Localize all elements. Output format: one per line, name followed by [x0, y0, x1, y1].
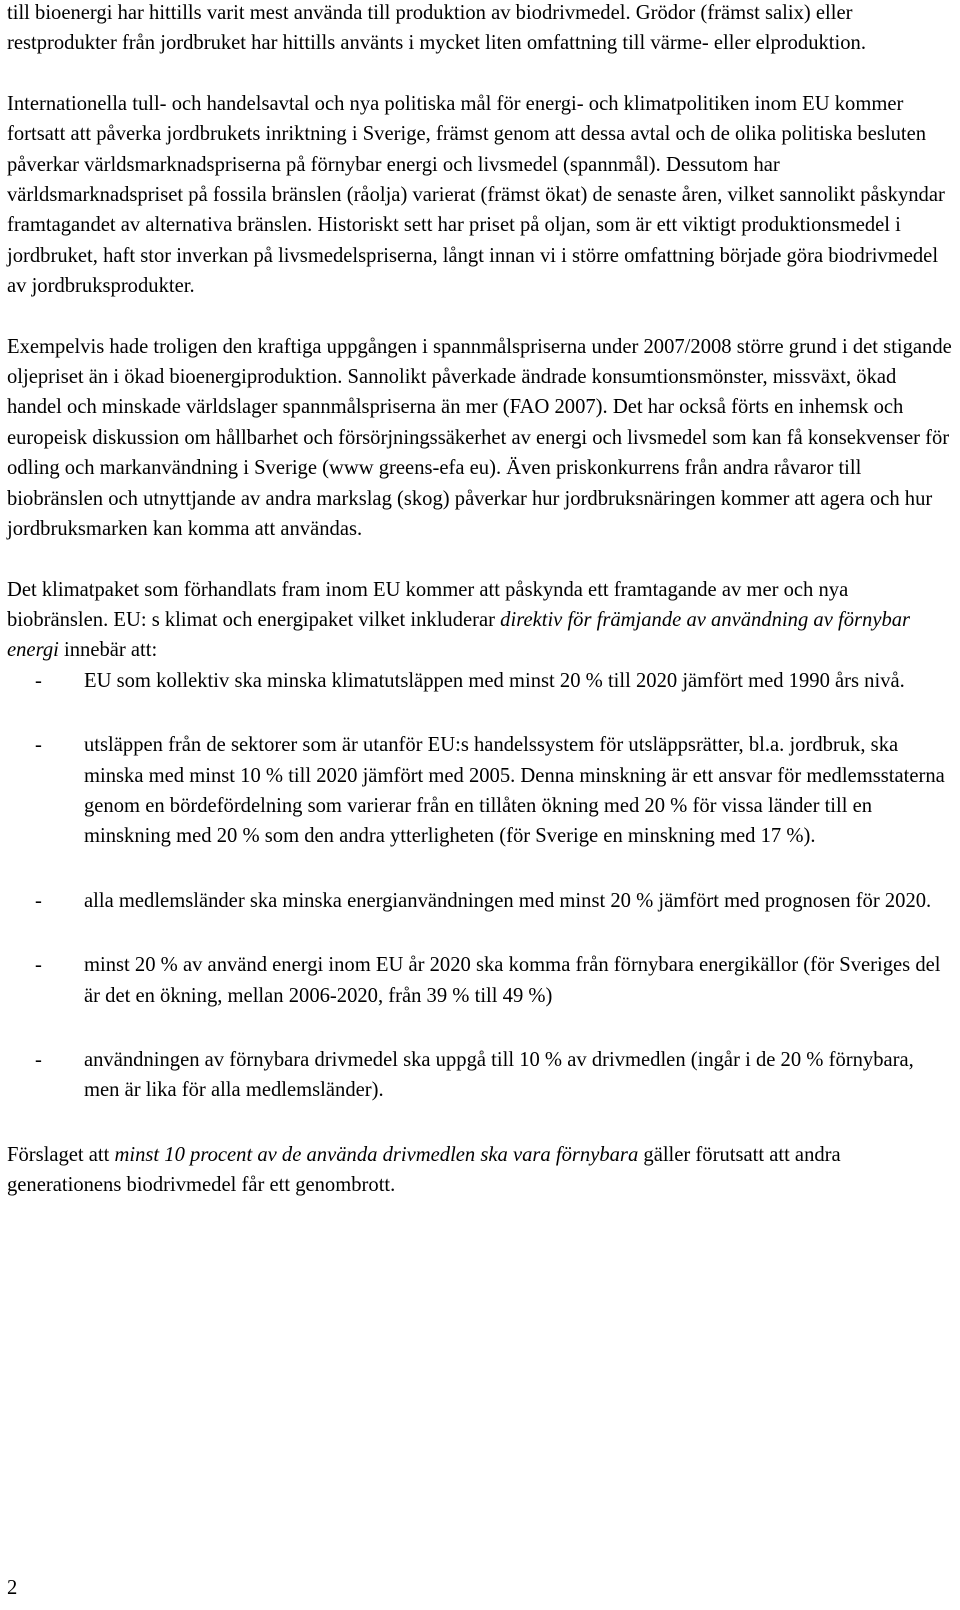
list-item	[7, 666, 952, 696]
paragraph-climate-package	[7, 575, 952, 666]
list-item-text: användningen av förnybara drivmedel ska uppgå till 10 % av drivmedlen (ingår i de 20 % förnybara, men är lika för alla medlemsländer).	[84, 1048, 914, 1102]
list-item-text: alla medlemsländer ska minska energianvändningen med minst 20 % jämfört med prognosen för 2020.	[84, 889, 932, 912]
directive-title: direktiv för främjande av användning av förnybar energi	[7, 608, 911, 662]
list-marker: -	[35, 669, 42, 692]
paragraph-grain-prices: Exempelvis hade troligen den kraftiga uppgången i spannmålspriserna under 2007/2008 större grund i det stigande oljepriset än i ökad bioenergiproduktion. Sannolikt påverkade ändrade konsumtionsmönster, missväxt, ökad handel och minskade världslager spannmålspriserna än mer (FAO 2007). Det har också förts en inhemsk och europeisk diskussion om hållbarhet och försörjningssäkerhet av energi och livsmedel som kan få konsekvenser för odling och markanvändning i Sverige (www greens-efa eu). Även priskonkurrens från andra råvaror till biobränslen och utnyttjande av andra markslag (skog) påverkar hur jordbruksnäringen kommer att agera och hur jordbruksmarken kan komma att användas.	[7, 335, 952, 541]
paragraph-bioenergy-usage: till bioenergi har hittills varit mest använda till produktion av biodrivmedel. Grödor (främst salix) eller restprodukter från jordbruket har hittills använts i mycket liten omfattning till värme- eller elproduktion.	[7, 2, 866, 55]
list-item	[7, 950, 952, 1011]
climate-package-text-start: Det klimatpaket som förhandlats fram inom EU kommer att påskynda ett framtagande av mer och nya biobränslen. EU: s klimat och energipaket vilket inkluderar	[7, 578, 849, 631]
document-page	[7, 0, 952, 1201]
list-marker: -	[35, 954, 42, 977]
paragraph-trade-agreements: Internationella tull- och handelsavtal och nya politiska mål för energi- och klimatpolitiken inom EU kommer fortsatt att påverka jordbrukets inriktning i Sverige, främst genom att dessa avtal och de olika politiska besluten påverkar världsmarknadspriserna på förnybar energi och livsmedel (spannmål). Dessutom har världsmarknadspriset på fossila bränslen (råolja) varierat (främst ökat) de senaste åren, vilket sannolikt påskyndar framtagandet av alternativa bränslen. Historiskt sett har priset på oljan, som är ett viktigt produktionsmedel i jordbruket, haft stor inverkan på livsmedelspriserna, långt innan vi i större omfattning började göra biodrivmedel av jordbruksprodukter.	[7, 92, 945, 298]
climate-targets-list	[7, 666, 952, 1106]
list-item	[7, 1045, 952, 1106]
proposal-emphasis: minst 10 procent av de använda drivmedlen ska vara förnybara	[114, 1143, 639, 1166]
list-marker: -	[35, 1048, 42, 1071]
climate-package-text-end: innebär att:	[58, 639, 158, 662]
list-item	[7, 730, 952, 852]
page-number: 2	[7, 1577, 18, 1599]
list-item-text: utsläppen från de sektorer som är utanför EU:s handelssystem för utsläppsrätter, bl.a. jordbruk, ska minska med minst 10 % till 2020 jämfört med 2005. Denna minskning är ett ansvar för medlemsstaterna genom en bördefördelning som varierar från en tillåten ökning med 20 % för vissa länder till en minskning med 20 % som den andra ytterligheten (för Sverige en minskning med 17 %).	[84, 734, 945, 848]
list-item	[7, 886, 952, 916]
list-item-text: minst 20 % av använd energi inom EU år 2020 ska komma från förnybara energikällor (för Sveriges del är det en ökning, mellan 2006-2020, från 39 % till 49 %)	[84, 954, 941, 1007]
proposal-text-start: Förslaget att	[7, 1143, 115, 1166]
list-marker: -	[35, 889, 42, 912]
proposal-text-end: gäller förutsatt att andra generationens biodrivmedel får ett genombrott.	[7, 1143, 841, 1197]
list-item-text: EU som kollektiv ska minska klimatutsläppen med minst 20 % till 2020 jämfört med 1990 års nivå.	[84, 669, 905, 692]
paragraph-proposal	[7, 1140, 952, 1201]
list-marker: -	[35, 734, 42, 757]
